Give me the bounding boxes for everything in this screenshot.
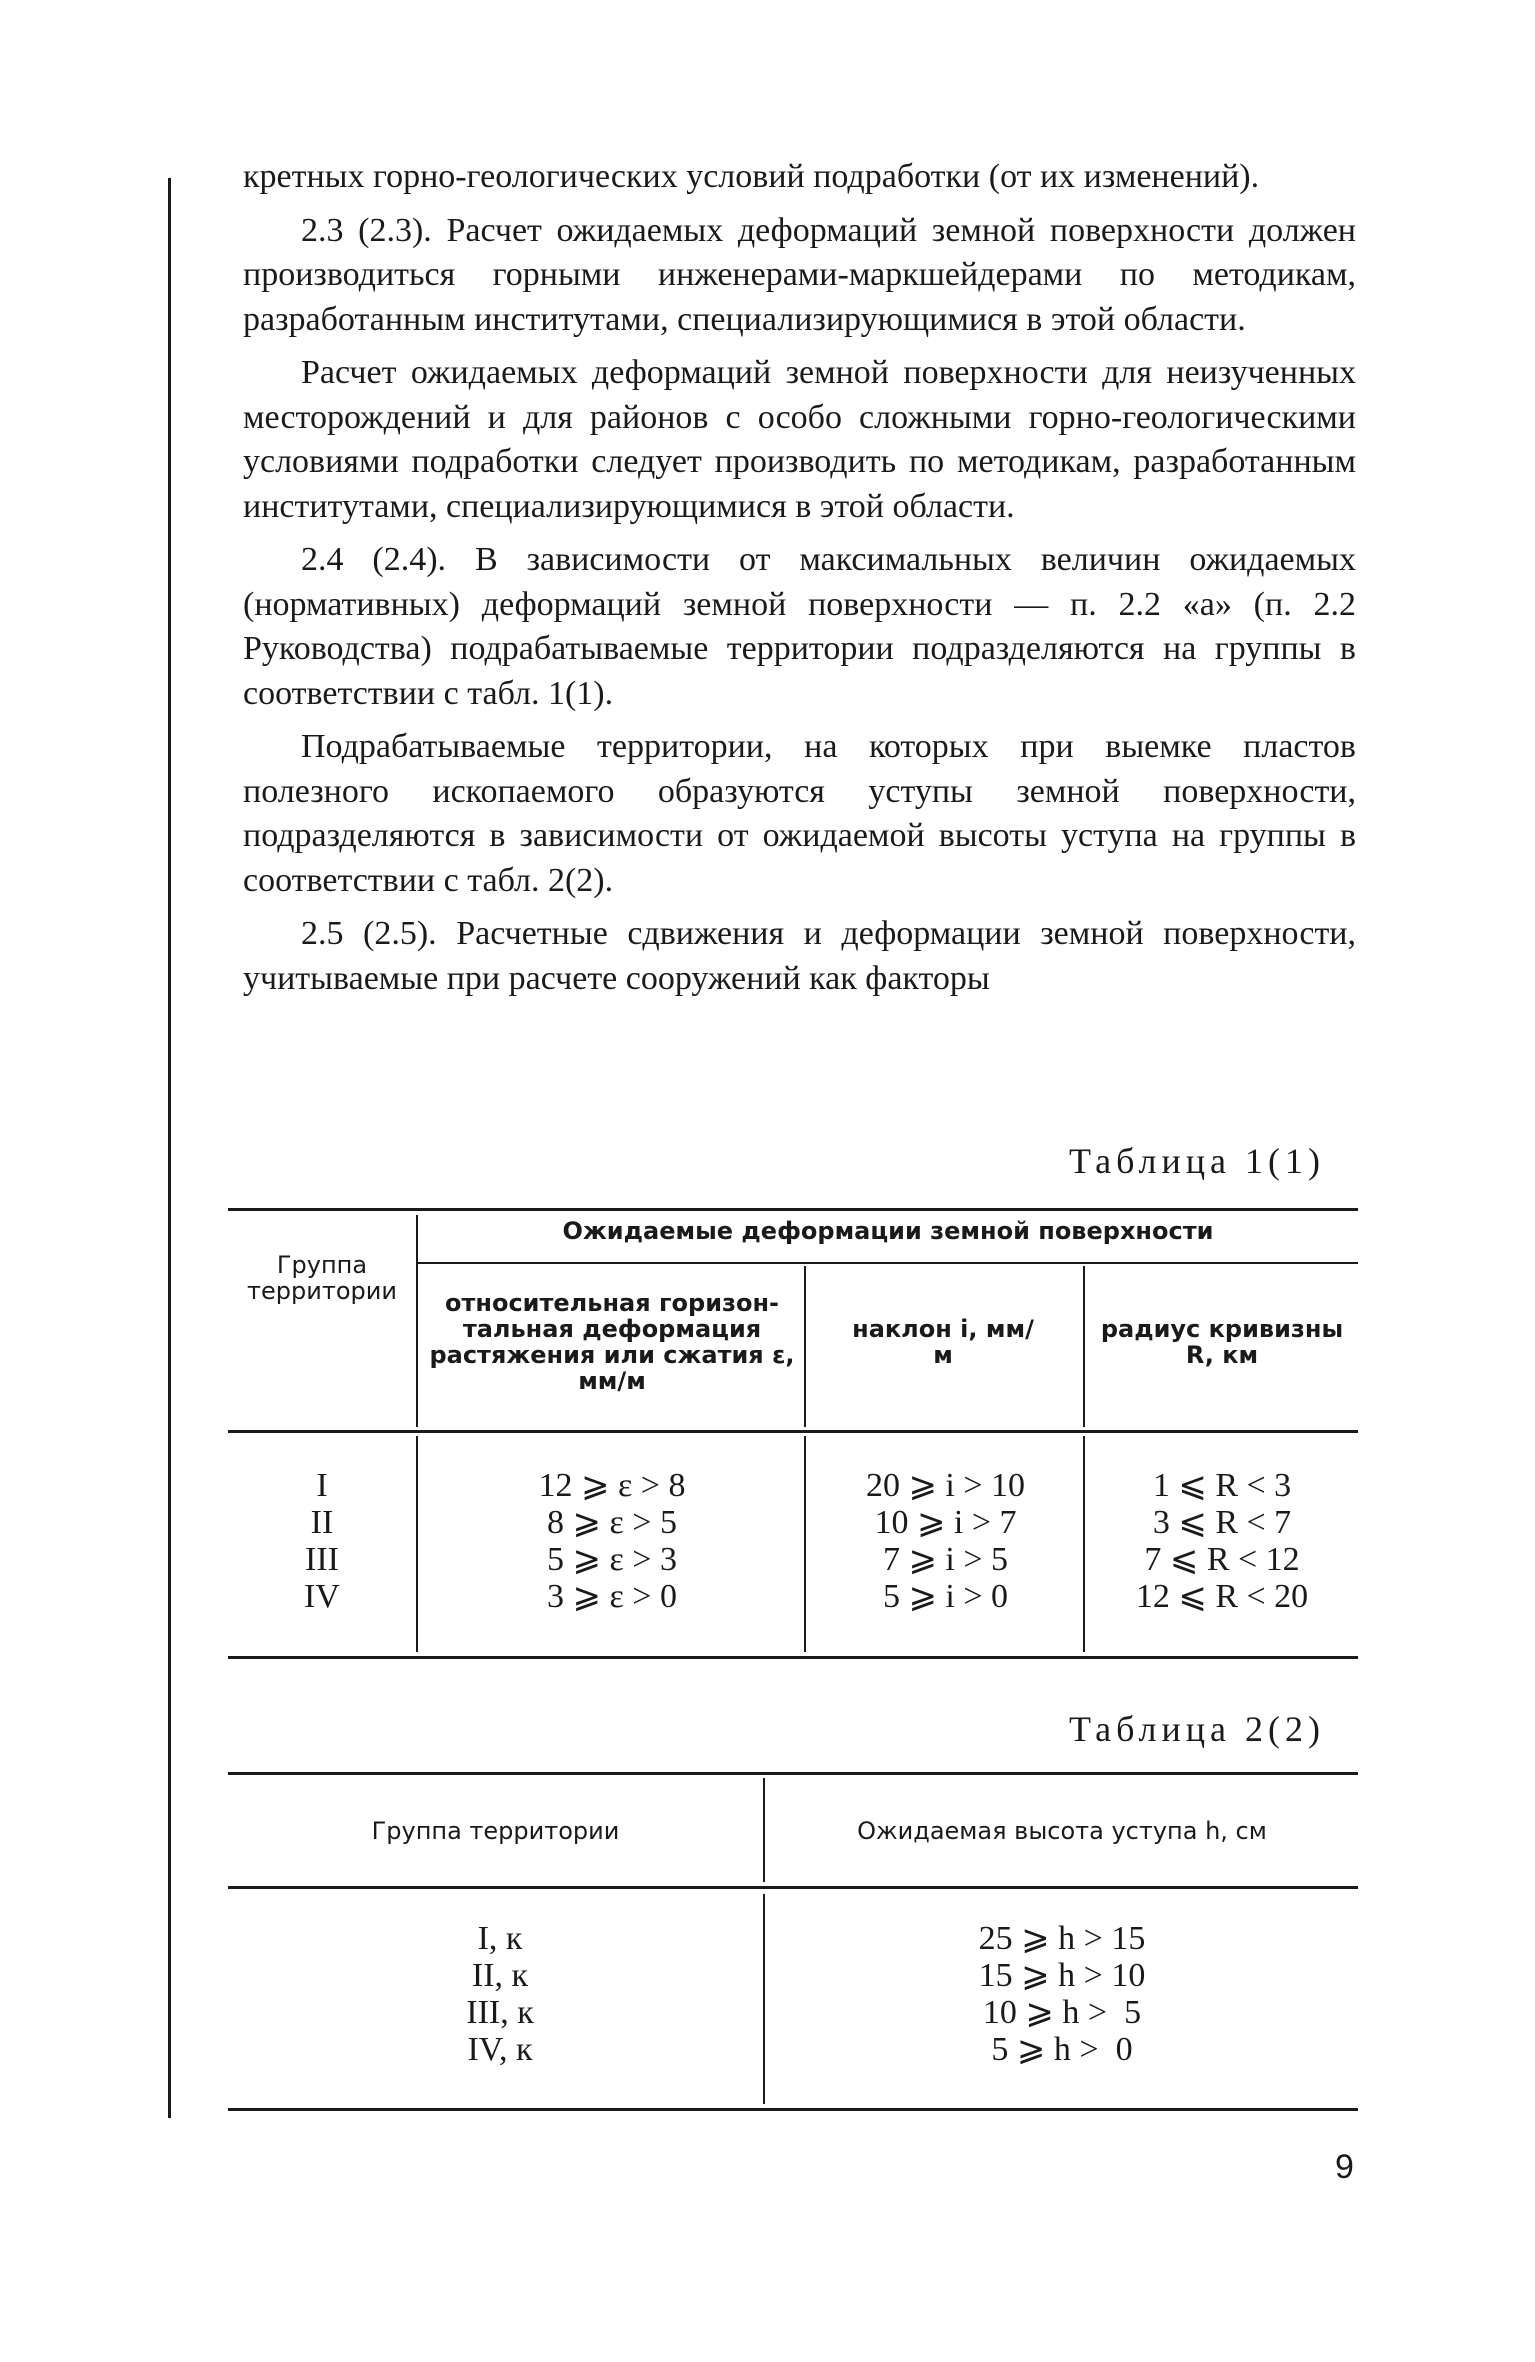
table2-vrule-2 <box>763 1894 765 2104</box>
table1-top-rule <box>228 1208 1358 1211</box>
table2-header-rule <box>228 1886 1358 1889</box>
table1-vrule-5 <box>804 1436 806 1652</box>
table2-groups: I, к II, к III, к IV, к <box>466 1920 534 2068</box>
body-text <box>243 155 1356 1010</box>
table2-height-values: 25 ⩾ h > 15 15 ⩾ h > 10 10 ⩾ h > 5 5 ⩾ h > 0 <box>978 1920 1146 2068</box>
table1-header-rule <box>228 1430 1358 1433</box>
paragraph-2: 2.3 (2.3). Расчет ожидаемых деформаций земной поверхности должен производиться горными инженерами-маркшейдерами по методикам, разработанным институтами, специализирующимися в этой области. <box>243 211 1356 338</box>
paragraph-6: 2.5 (2.5). Расчетные сдвижения и деформации земной поверхности, учитываемые при расчете сооружений как факторы <box>243 915 1356 997</box>
table2-bottom-rule <box>228 2108 1358 2111</box>
table1-vrule-4 <box>416 1436 418 1652</box>
table1-vrule-1 <box>416 1215 418 1427</box>
table1-vrule-6 <box>1083 1436 1085 1652</box>
table1-radius-values: 1 ⩽ R < 3 3 ⩽ R < 7 7 ⩽ R < 12 12 ⩽ R < 20 <box>1135 1467 1309 1615</box>
table1-vrule-2 <box>804 1266 806 1427</box>
table1-vrule-3 <box>1083 1266 1085 1427</box>
table1-header-group: Группа территории <box>247 1251 397 1305</box>
table1-caption: Таблица 1(1) <box>1069 1141 1325 1181</box>
paragraph-3: Расчет ожидаемых деформаций земной поверхности для неизученных месторождений и для районов с особо сложными горно-геологическими условиями подработки следует производить по методикам, разработанным институтами, специализирующимися в этой области. <box>243 354 1356 525</box>
table1-header-tilt: наклон i, мм/м <box>852 1315 1034 1369</box>
table1-header-strain: относительная горизонтальная деформация растяжения или сжатия ε, мм/м <box>429 1289 795 1395</box>
paragraph-4: 2.4 (2.4). В зависимости от максимальных величин ожидаемых (нормативных) деформаций земной поверхности — п. 2.2 «а» (п. 2.2 Руководства) подрабатываемые территории подразделяются на группы в соответствии с табл. 1(1). <box>243 541 1356 712</box>
table2-header-height: Ожидаемая высота уступа h, см <box>857 1817 1267 1845</box>
table1-subheader-rule <box>418 1262 1358 1264</box>
margin-rule <box>168 178 171 2118</box>
paragraph-1: кретных горно-геологических условий подработки (от их изменений). <box>243 158 1260 195</box>
table1-strain-values: 12 ⩾ ε > 8 8 ⩾ ε > 5 5 ⩾ ε > 3 3 ⩾ ε > 0 <box>538 1467 686 1615</box>
table2-top-rule <box>228 1772 1358 1775</box>
table2-header-group: Группа территории <box>371 1817 620 1845</box>
table1-header-radius: радиус кривизны R, км <box>1100 1315 1344 1369</box>
table1-bottom-rule <box>228 1656 1358 1659</box>
table1-header-span: Ожидаемые деформации земной поверхности <box>562 1217 1214 1245</box>
table2-caption: Таблица 2(2) <box>1069 1709 1325 1749</box>
table1-tilt-values: 20 ⩾ i > 10 10 ⩾ i > 7 7 ⩾ i > 5 5 ⩾ i > 0 <box>865 1467 1026 1615</box>
table1-groups: I II III IV <box>304 1467 340 1615</box>
table2-vrule-1 <box>763 1778 765 1882</box>
page-number: 9 <box>1335 2148 1354 2186</box>
paragraph-5: Подрабатываемые территории, на которых при выемке пластов полезного ископаемого образуются уступы земной поверхности, подразделяются в зависимости от ожидаемой высоты уступа на группы в соответствии с табл. 2(2). <box>243 728 1356 899</box>
